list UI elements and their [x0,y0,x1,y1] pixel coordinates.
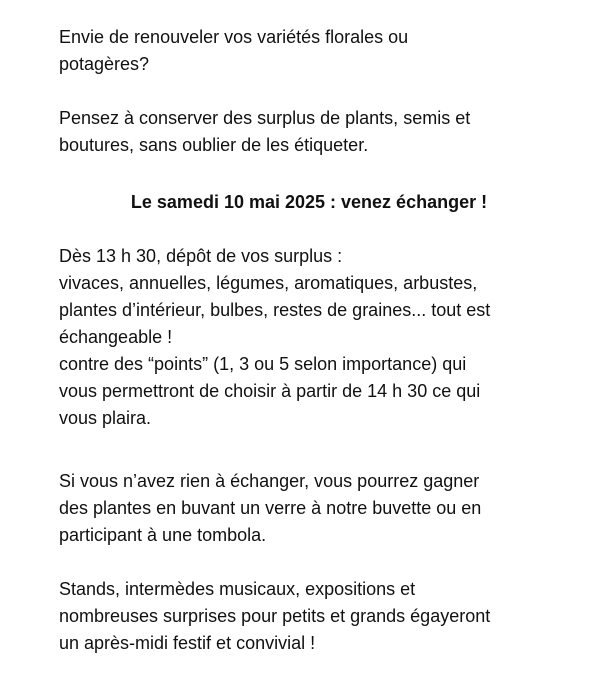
text-line: Dès 13 h 30, dépôt de vos surplus : [59,246,343,266]
intro-paragraph [59,24,559,78]
details-paragraph [59,243,559,432]
text-line: plantes d’intérieur, bulbes, restes de graines... tout est [59,300,491,320]
text-line: un après-midi festif et convivial ! [59,633,316,653]
text-line: Envie de renouveler vos variétés florales ou [59,27,409,47]
text-line: Stands, intermèdes musicaux, expositions et [59,579,416,599]
text-line: des plantes en buvant un verre à notre buvette ou en [59,498,482,518]
alternative-paragraph [59,468,559,549]
text-line: potagères? [59,54,150,74]
advice-paragraph [59,105,559,159]
text-line: boutures, sans oublier de les étiqueter. [59,135,369,155]
text-line: vous plaira. [59,408,152,428]
text-line: nombreuses surprises pour petits et grands égayeront [59,606,491,626]
text-line: échangeable ! [59,327,173,347]
text-line: Si vous n’avez rien à échanger, vous pourrez gagner [59,471,480,491]
text-line: vivaces, annuelles, légumes, aromatiques, arbustes, [59,273,478,293]
event-headline: Le samedi 10 mai 2025 : venez échanger ! [130,192,488,212]
text-line: participant à une tombola. [59,525,267,545]
text-line: Pensez à conserver des surplus de plants, semis et [59,108,471,128]
closing-paragraph [59,576,559,657]
text-line: vous permettront de choisir à partir de 14 h 30 ce qui [59,381,481,401]
text-line: contre des “points” (1, 3 ou 5 selon importance) qui [59,354,467,374]
